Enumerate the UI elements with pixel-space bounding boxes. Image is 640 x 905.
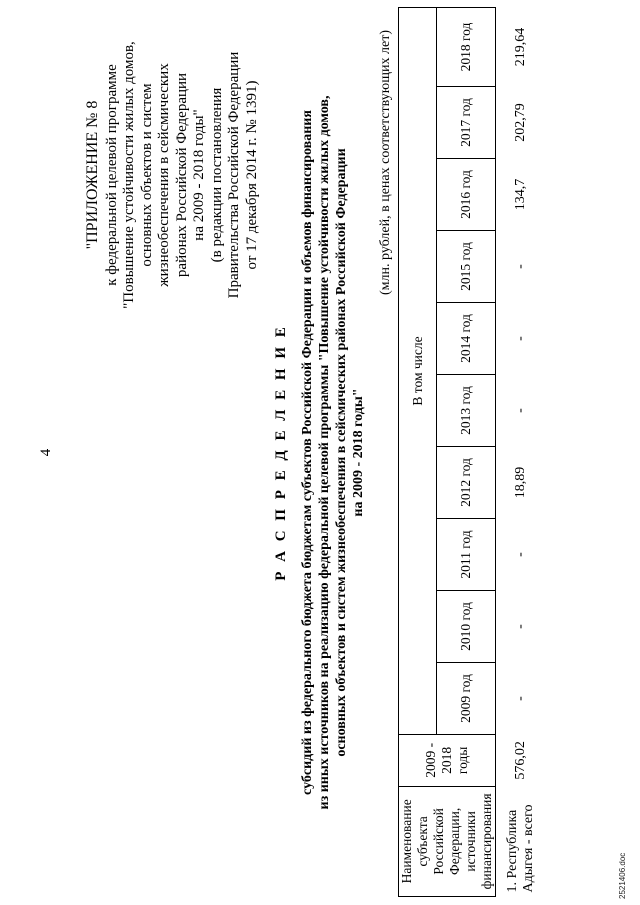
row-value-cell: - [513,696,528,701]
document-heading: Р А С П Р Е Д Е Л Е Н И Е [273,324,289,581]
row-value-cell: 219,64 [513,27,528,67]
row-value-cell: 202,79 [513,103,528,142]
appendix-line: от 17 декабря 2014 г. № 1391) [243,80,260,270]
appendix-line: на 2009 - 2018 годы" [191,109,207,241]
document-subheading [299,60,367,845]
page-number: 4 [38,448,54,457]
row-name-cell: 1. Республика Адыгея - всего [505,804,536,893]
column-header-name: Наименование субъекта Российской Федерации, источники финансирования [399,786,496,896]
distribution-table [398,7,546,897]
subheading-line: из иных источников на реализацию федеральной целевой программы "Повышение устойчивости жилых домов, [317,95,332,810]
row-value-cell: - [513,552,528,557]
appendix-line: (в редакции постановления [208,87,225,263]
appendix-line: районах Российской Федерации [173,72,190,278]
column-header-year: 2010 год [437,590,496,662]
column-header-year: 2013 год [437,374,496,446]
column-header-year: 2011 год [437,518,496,590]
row-value-cell: - [513,624,528,629]
appendix-line: Правительства Российской Федерации [226,51,242,299]
row-value-cell: - [513,408,528,413]
file-name-label: 2521406.doc [618,852,627,899]
header-row [399,8,437,897]
appendix-line: жизнеобеспечения в сейсмических [156,63,172,287]
column-header-year: 2015 год [437,230,496,302]
column-header-total: 2009 - 2018 годы [399,734,496,786]
appendix-block [84,5,261,345]
table-row [496,8,547,897]
appendix-line: "Повышение устойчивости жилых домов, [121,41,137,309]
column-header-year: 2016 год [437,158,496,230]
row-value-cell: 134,7 [513,178,528,211]
subheading-line: субсидий из федерального бюджета бюджетам субъектов Российской Федерации и объемов финансирования [300,110,315,795]
row-value-cell: - [513,336,528,341]
column-header-year: 2014 год [437,302,496,374]
row-value-cell: 18,89 [513,466,528,499]
column-header-year: 2017 год [437,86,496,158]
column-header-year: 2012 год [437,446,496,518]
row-value-cell: - [513,264,528,269]
column-group-header: В том числе [399,8,437,735]
units-note: (млн. рублей, в ценах соответствующих лет) [378,30,393,295]
column-header-year: 2018 год [437,8,496,87]
subheading-line: основных объектов и систем жизнеобеспечения в сейсмических районах Российской Федерации [334,148,349,757]
appendix-title: "ПРИЛОЖЕНИЕ № 8 [84,100,101,250]
column-header-year: 2009 год [437,662,496,734]
subheading-line: на 2009 - 2018 годы" [351,388,366,517]
appendix-line: к федеральной целевой программе [103,64,120,286]
row-total-cell: 576,02 [513,741,528,780]
appendix-line: основных объектов и систем [138,83,155,267]
